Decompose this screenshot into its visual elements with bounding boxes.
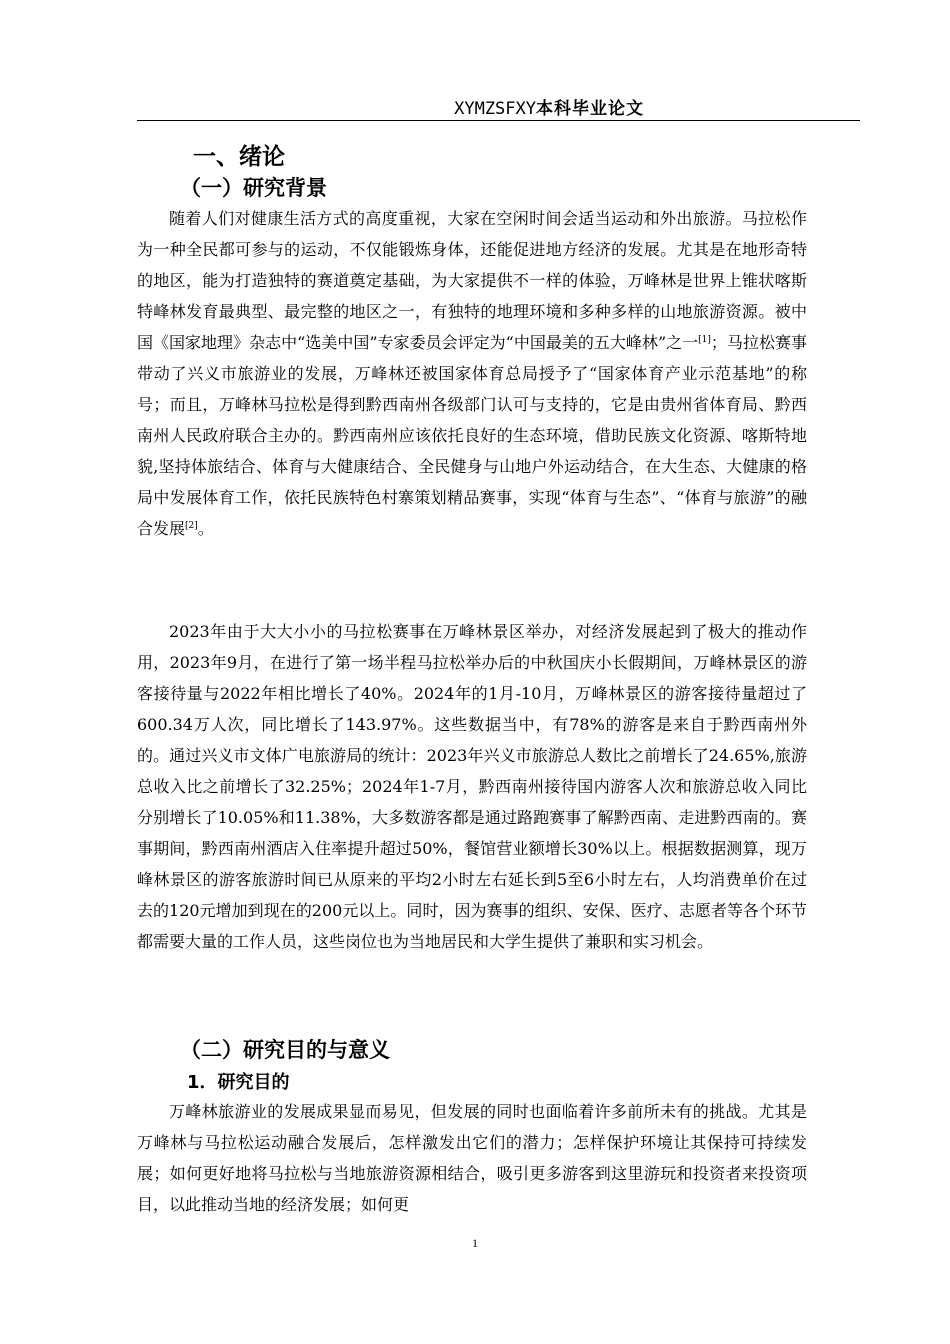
paragraph-background-1 [137, 203, 807, 544]
header-text [454, 94, 644, 119]
paragraph-background-1-text-a: 随着人们对健康生活方式的高度重视，大家在空闲时间会适当运动和外出旅游。马拉松作为一种全民都可参与的运动，不仅能锻炼身体，还能促进地方经济的发展。尤其是在地形奇特的地区，能为打造独特的赛道奠定基础，为大家提供不一样的体验，万峰林是世界上锥状喀斯特峰林发育最典型、最完整的地区之一，有独特的地理环境和多种多样的山地旅游资源。被中国《国家地理》杂志中“选美中国”专家委员会评定为“中国最美的五大峰林”之一 [137, 209, 807, 352]
subsection-heading-purpose: 1．研究目的 [187, 1072, 290, 1093]
paragraph-background-1-text-c: 。 [197, 519, 214, 538]
paragraph-background-1-text-b: ；马拉松赛事带动了兴义市旅游业的发展，万峰林还被国家体育总局授予了“国家体育产业示范基地”的称号；而且，万峰林马拉松是得到黔西南州各级部门认可与支持的，它是由贵州省体育局、黔西南州人民政府联合主办的。黔西南州应该依托良好的生态环境，借助民族文化资源、喀斯特地貌,坚持体旅结合、体育与大健康结合、全民健身与山地户外运动结合，在大生态、大健康的格局中发展体育工作，依托民族特色村寨策划精品赛事，实现“体育与生态”、“体育与旅游”的融合发展 [137, 333, 807, 538]
citation-1: [1] [698, 335, 711, 345]
chapter-heading: 一、绪论 [193, 144, 285, 170]
section-heading-purpose-significance: （二）研究目的与意义 [180, 1038, 390, 1062]
paragraph-purpose: 万峰林旅游业的发展成果显而易见，但发展的同时也面临着许多前所未有的挑战。尤其是万峰林与马拉松运动融合发展后，怎样激发出它们的潜力；怎样保护环境让其保持可持续发展；如何更好地将马拉松与当地旅游资源相结合，吸引更多游客到这里游玩和投资者来投资项目，以此推动当地的经济发展；如何更 [137, 1102, 807, 1214]
paragraph-background-2: 2023年由于大大小小的马拉松赛事在万峰林景区举办，对经济发展起到了极大的推动作用，2023年9月，在进行了第一场半程马拉松举办后的中秋国庆小长假期间，万峰林景区的游客接待量与2022年相比增长了40%。2024年的1月-10月，万峰林景区的游客接待量超过了600.34万人次，同比增长了143.97%。这些数据当中，有78%的游客是来自于黔西南州外的。通过兴义市文体广电旅游局的统计：2023年兴义市旅游总人数比之前增长了24.65%,旅游总收入比之前增长了32.25%；2024年1-7月，黔西南州接待国内游客人次和旅游总收入同比分别增长了10.05%和11.38%，大多数游客都是通过路跑赛事了解黔西南、走进黔西南的。赛事期间，黔西南州酒店入住率提升超过50%，餐馆营业额增长30%以上。根据数据测算，现万峰林景区的游客旅游时间已从原来的平均2小时左右延长到5至6小时左右，人均消费单价在过去的120元增加到现在的200元以上。同时，因为赛事的组织、安保、医疗、志愿者等各个环节都需要大量的工作人员，这些岗位也为当地居民和大学生提供了兼职和实习机会。 [137, 622, 807, 951]
header-code: XYMZSFXY [454, 99, 536, 119]
section-heading-background: （一）研究背景 [180, 176, 327, 200]
header-title: 本科毕业论文 [536, 99, 644, 119]
citation-2: [2] [185, 521, 198, 531]
page-header [137, 92, 860, 121]
page-number: 1 [472, 1236, 478, 1250]
